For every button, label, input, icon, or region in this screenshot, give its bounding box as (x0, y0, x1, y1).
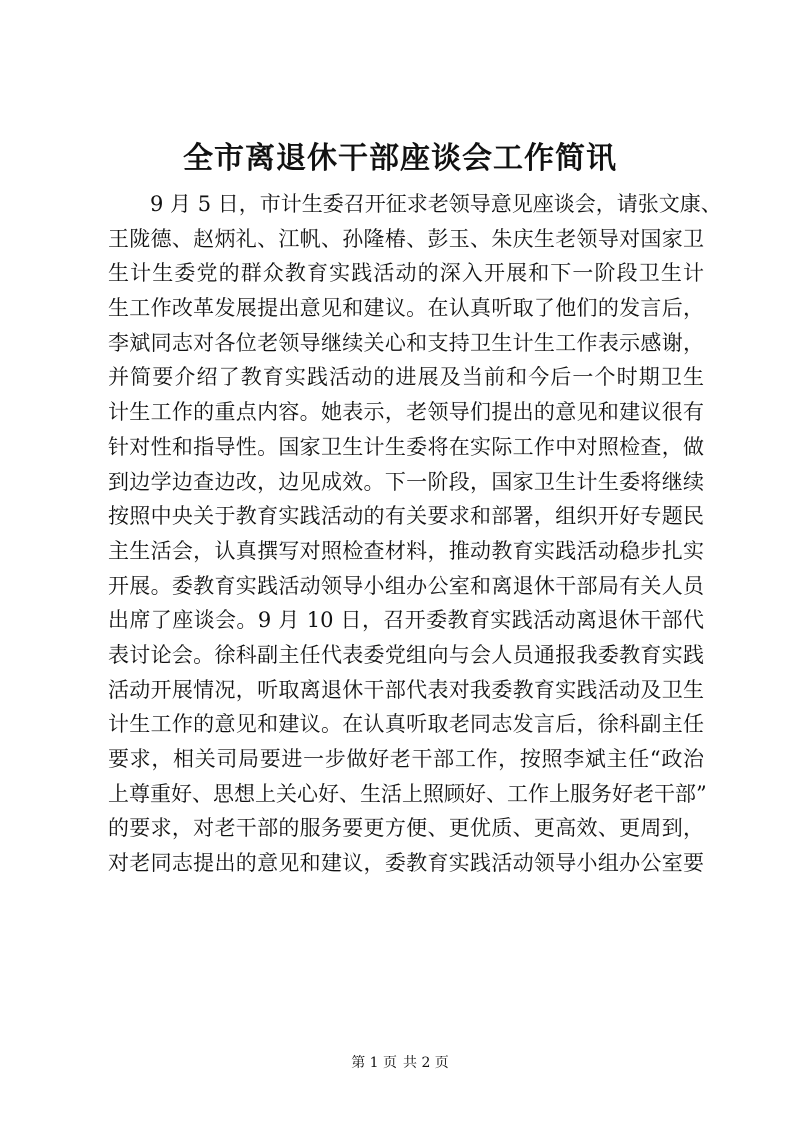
paragraph-line: 表讨论会。徐科副主任代表委党组向与会人员通报我委教育实践 (108, 642, 704, 667)
paragraph-line: 计生工作的意见和建议。在认真听取老同志发言后，徐科副主任 (108, 712, 704, 737)
page-total: 共 2 页 (403, 1055, 449, 1071)
page-number: 第 1 页 (351, 1055, 397, 1071)
body-paragraph (108, 187, 722, 881)
paragraph-line: 出席了座谈会。9 月 10 日，召开委教育实践活动离退休干部代 (108, 608, 704, 633)
paragraph-line: 要求，相关司局要进一步做好老干部工作，按照李斌主任“政治 (108, 747, 704, 771)
paragraph-line: 针对性和指导性。国家卫生计生委将在实际工作中对照检查，做 (108, 434, 704, 459)
paragraph-line: 计生工作的重点内容。她表示，老领导们提出的意见和建议很有 (108, 400, 704, 425)
paragraph-line: 开展。委教育实践活动领导小组办公室和离退休干部局有关人员 (108, 573, 704, 598)
paragraph-line: 李斌同志对各位老领导继续关心和支持卫生计生工作表示感谢， (108, 330, 704, 355)
paragraph-line: 9 月 5 日，市计生委召开征求老领导意见座谈会，请张文康、 (150, 192, 722, 216)
paragraph-line: 主生活会，认真撰写对照检查材料，推动教育实践活动稳步扎实 (108, 538, 704, 563)
paragraph-line: 活动开展情况，听取离退休干部代表对我委教育实践活动及卫生 (108, 677, 704, 702)
paragraph-line: 到边学边查边改，边见成效。下一阶段，国家卫生计生委将继续 (108, 469, 704, 494)
paragraph-line: 王陇德、赵炳礼、江帆、孙隆椿、彭玉、朱庆生老领导对国家卫 (108, 226, 704, 251)
paragraph-line: 并简要介绍了教育实践活动的进展及当前和今后一个时期卫生 (108, 365, 704, 390)
paragraph-line: 对老同志提出的意见和建议，委教育实践活动领导小组办公室要 (108, 851, 704, 876)
paragraph-line: 按照中央关于教育实践活动的有关要求和部署，组织开好专题民 (108, 504, 704, 529)
document-title: 全市离退休干部座谈会工作简讯 (183, 141, 617, 176)
page-footer (0, 1053, 800, 1073)
paragraph-line: 上尊重好、思想上关心好、生活上照顾好、工作上服务好老干部” (108, 781, 707, 806)
paragraph-line: 生工作改革发展提出意见和建议。在认真听取了他们的发言后， (108, 296, 704, 321)
paragraph-line: 的要求，对老干部的服务要更方便、更优质、更高效、更周到， (108, 816, 704, 841)
paragraph-line: 生计生委党的群众教育实践活动的深入开展和下一阶段卫生计 (108, 261, 704, 286)
